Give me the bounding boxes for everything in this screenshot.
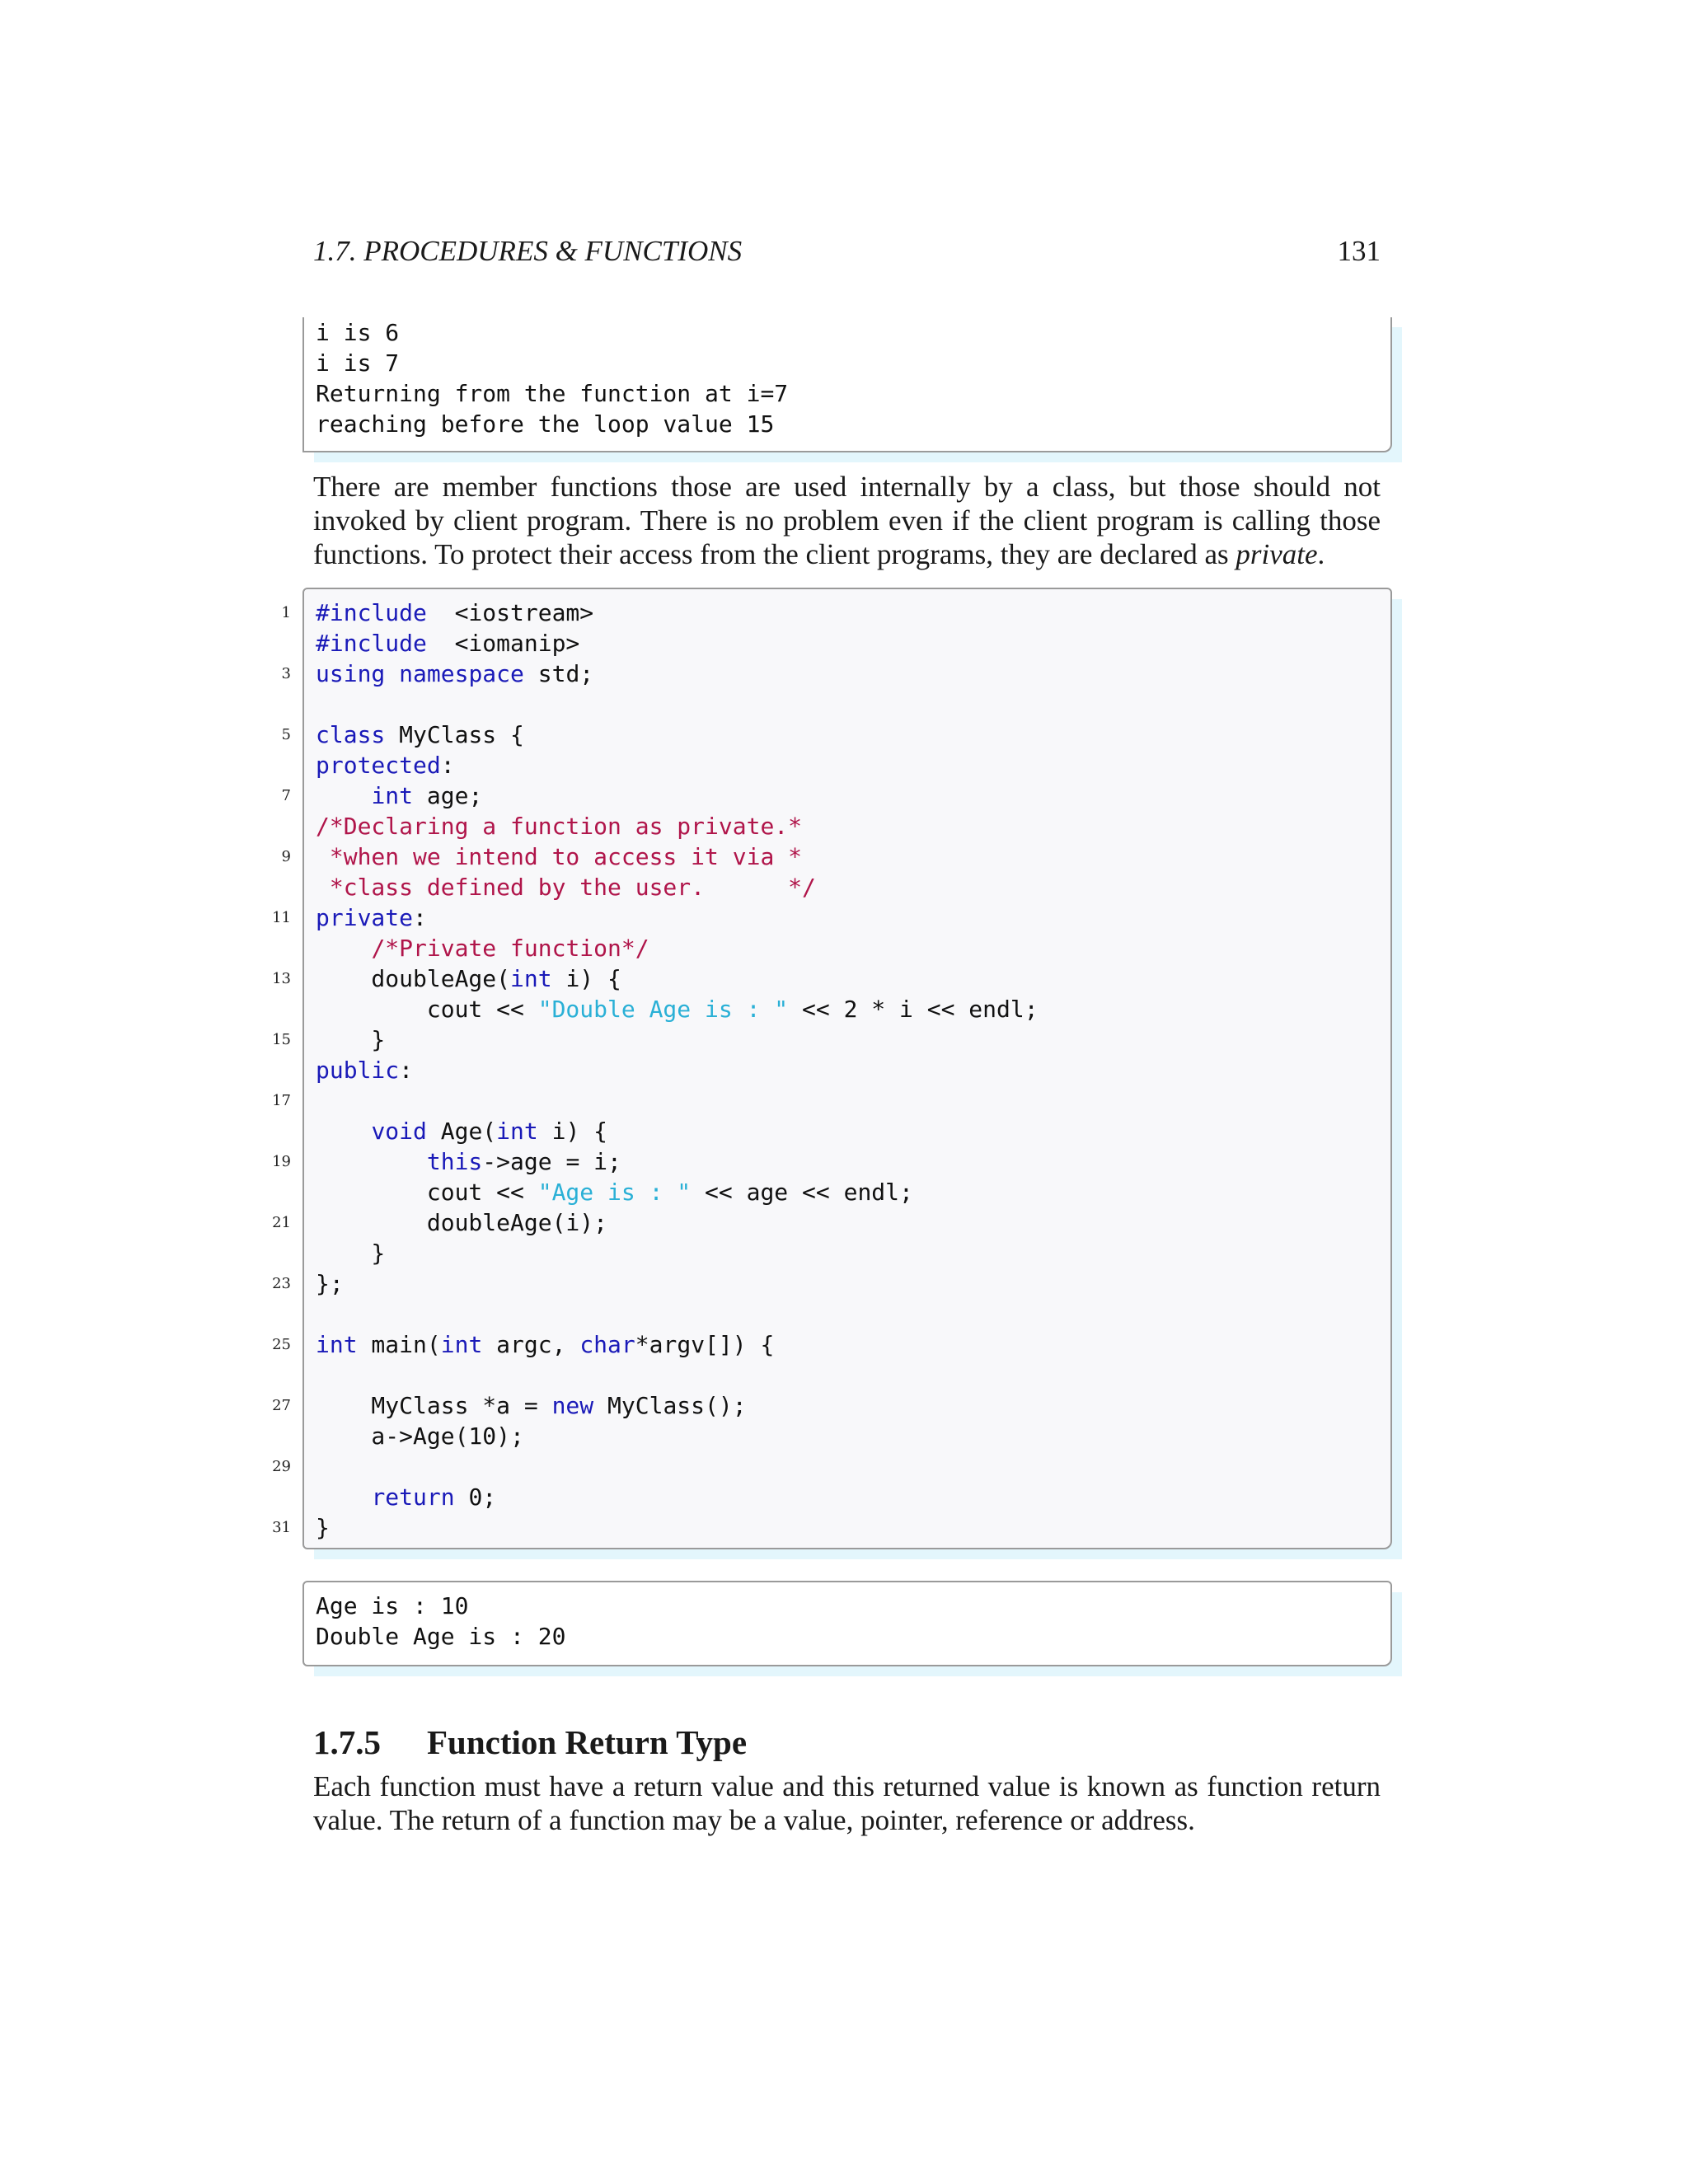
code-keyword: return bbox=[371, 1483, 455, 1511]
code-line bbox=[272, 963, 1390, 994]
code-line bbox=[272, 1207, 1390, 1238]
code-keyword: int bbox=[496, 1118, 538, 1145]
section-title: Function Return Type bbox=[427, 1723, 748, 1761]
output-line: Double Age is : 20 bbox=[316, 1623, 566, 1650]
code-text: : bbox=[440, 752, 455, 779]
program-output-top bbox=[302, 317, 1392, 452]
output-line: i is 7 bbox=[316, 349, 400, 377]
code-line bbox=[281, 841, 1390, 872]
line-number: 9 bbox=[281, 848, 291, 865]
code-keyword: #include bbox=[316, 599, 427, 626]
code-string: "Double Age is : " bbox=[537, 996, 789, 1023]
code-keyword: protected bbox=[316, 752, 441, 779]
code-line bbox=[272, 1451, 1390, 1482]
code-line bbox=[281, 780, 1390, 811]
code-line bbox=[281, 719, 1390, 750]
paragraph-end: . bbox=[1317, 538, 1325, 570]
running-head-section: 1.7. PROCEDURES & FUNCTIONS bbox=[313, 235, 743, 267]
code-line bbox=[304, 1055, 1390, 1085]
line-number: 11 bbox=[272, 909, 291, 926]
code-line bbox=[304, 1238, 1390, 1268]
code-text: argc, bbox=[482, 1331, 580, 1358]
line-number: 29 bbox=[272, 1458, 291, 1475]
code-keyword: int bbox=[371, 782, 414, 809]
code-text: 0; bbox=[454, 1483, 497, 1511]
page-number: 131 bbox=[1337, 235, 1381, 267]
code-comment: *when we intend to access it via * bbox=[316, 843, 803, 870]
section-heading bbox=[313, 1722, 747, 1762]
output-line: i is 6 bbox=[316, 319, 400, 346]
code-keyword: #include bbox=[316, 630, 427, 657]
output-line: reaching before the loop value 15 bbox=[316, 410, 775, 438]
code-text: : bbox=[399, 1057, 414, 1084]
line-number: 25 bbox=[272, 1336, 291, 1353]
code-line bbox=[272, 1146, 1390, 1177]
code-text: } bbox=[316, 1026, 386, 1053]
code-text: i) { bbox=[537, 1118, 608, 1145]
code-line bbox=[272, 1329, 1390, 1360]
paragraph-text: There are member functions those are used internally by a class, but those should not invoked by client program. There is no problem even if the client program is calling those functions. To protect their access from the client programs, they are declared as bbox=[313, 471, 1381, 570]
code-text: Age( bbox=[426, 1118, 497, 1145]
line-number: 3 bbox=[281, 665, 291, 682]
code-line bbox=[281, 658, 1390, 689]
code-text bbox=[316, 1118, 371, 1145]
line-number: 1 bbox=[281, 604, 291, 621]
code-line bbox=[304, 872, 1390, 902]
code-comment: /*Declaring a function as private.* bbox=[316, 813, 803, 840]
running-head bbox=[313, 235, 1381, 276]
output-bottom-body bbox=[304, 1582, 1390, 1652]
code-line bbox=[304, 628, 1390, 658]
code-text: } bbox=[316, 1514, 330, 1541]
code-line bbox=[304, 750, 1390, 780]
code-line bbox=[304, 933, 1390, 963]
code-line bbox=[272, 1390, 1390, 1421]
code-text: MyClass(); bbox=[593, 1392, 747, 1419]
code-keyword: int bbox=[316, 1331, 358, 1358]
code-text bbox=[316, 782, 371, 809]
code-keyword: void bbox=[371, 1118, 427, 1145]
code-text: age; bbox=[413, 782, 483, 809]
code-text bbox=[316, 1483, 371, 1511]
line-number: 5 bbox=[281, 726, 291, 743]
code-line bbox=[304, 689, 1390, 719]
code-line bbox=[304, 1421, 1390, 1451]
code-keyword: char bbox=[579, 1331, 635, 1358]
code-text: a->Age(10); bbox=[316, 1422, 524, 1450]
code-text: <iostream> bbox=[426, 599, 594, 626]
code-text: MyClass { bbox=[385, 721, 524, 748]
code-text: <iomanip> bbox=[426, 630, 580, 657]
output-top-body bbox=[304, 317, 1390, 439]
code-text: : bbox=[413, 904, 427, 931]
code-listing bbox=[272, 588, 1392, 1549]
code-line bbox=[272, 1024, 1390, 1055]
code-listing-body bbox=[272, 589, 1390, 1543]
program-output-bottom bbox=[302, 1581, 1392, 1666]
code-text: cout << bbox=[316, 1179, 538, 1206]
line-number: 23 bbox=[272, 1275, 291, 1292]
code-text: doubleAge(i); bbox=[316, 1209, 608, 1236]
code-text: MyClass *a = bbox=[316, 1392, 552, 1419]
code-line bbox=[304, 1360, 1390, 1390]
code-comment: *class defined by the user. */ bbox=[316, 874, 816, 901]
code-line bbox=[304, 994, 1390, 1024]
code-text bbox=[385, 660, 399, 687]
paragraph-text: Each function must have a return value and this returned value is known as function return value. The return of a function may be a value, pointer, reference or address. bbox=[313, 1770, 1381, 1836]
code-line bbox=[272, 1268, 1390, 1299]
code-keyword: using bbox=[316, 660, 386, 687]
code-line bbox=[281, 598, 1390, 628]
paragraph-emphasis: private bbox=[1236, 538, 1318, 570]
code-text bbox=[316, 935, 371, 962]
code-text: *argv[]) { bbox=[635, 1331, 775, 1358]
line-number: 27 bbox=[272, 1397, 291, 1414]
code-line bbox=[304, 1482, 1390, 1512]
code-string: "Age is : " bbox=[537, 1179, 692, 1206]
code-text: << 2 * i << endl; bbox=[788, 996, 1039, 1023]
code-text: } bbox=[316, 1240, 386, 1267]
code-text: ->age = i; bbox=[482, 1148, 621, 1175]
code-keyword: int bbox=[510, 965, 552, 992]
code-text: i) { bbox=[551, 965, 621, 992]
code-line bbox=[304, 811, 1390, 841]
code-line bbox=[272, 902, 1390, 933]
output-line: Age is : 10 bbox=[316, 1592, 469, 1619]
code-text: }; bbox=[316, 1270, 344, 1297]
code-line bbox=[304, 1116, 1390, 1146]
code-line bbox=[272, 1512, 1390, 1543]
line-number: 15 bbox=[272, 1031, 291, 1048]
line-number: 7 bbox=[281, 787, 291, 804]
code-text bbox=[316, 1148, 427, 1175]
code-keyword: new bbox=[551, 1392, 594, 1419]
code-line bbox=[272, 1085, 1390, 1116]
line-number: 31 bbox=[272, 1519, 291, 1536]
output-line: Returning from the function at i=7 bbox=[316, 380, 789, 407]
code-text: main( bbox=[357, 1331, 441, 1358]
section-number: 1.7.5 bbox=[313, 1723, 381, 1761]
line-number: 21 bbox=[272, 1214, 291, 1231]
code-text: std; bbox=[523, 660, 594, 687]
code-keyword: namespace bbox=[399, 660, 524, 687]
code-line bbox=[304, 1299, 1390, 1329]
line-number: 17 bbox=[272, 1092, 291, 1109]
paragraph-private-members bbox=[313, 470, 1381, 571]
code-line bbox=[304, 1177, 1390, 1207]
code-text: cout << bbox=[316, 996, 538, 1023]
code-keyword: int bbox=[440, 1331, 483, 1358]
code-keyword: class bbox=[316, 721, 386, 748]
code-keyword: public bbox=[316, 1057, 400, 1084]
line-number: 19 bbox=[272, 1153, 291, 1170]
line-number: 13 bbox=[272, 970, 291, 987]
code-keyword: this bbox=[426, 1148, 483, 1175]
code-keyword: private bbox=[316, 904, 414, 931]
code-comment: /*Private function*/ bbox=[371, 935, 649, 962]
code-text: doubleAge( bbox=[316, 965, 511, 992]
paragraph-return-type bbox=[313, 1769, 1381, 1837]
code-text: << age << endl; bbox=[691, 1179, 913, 1206]
